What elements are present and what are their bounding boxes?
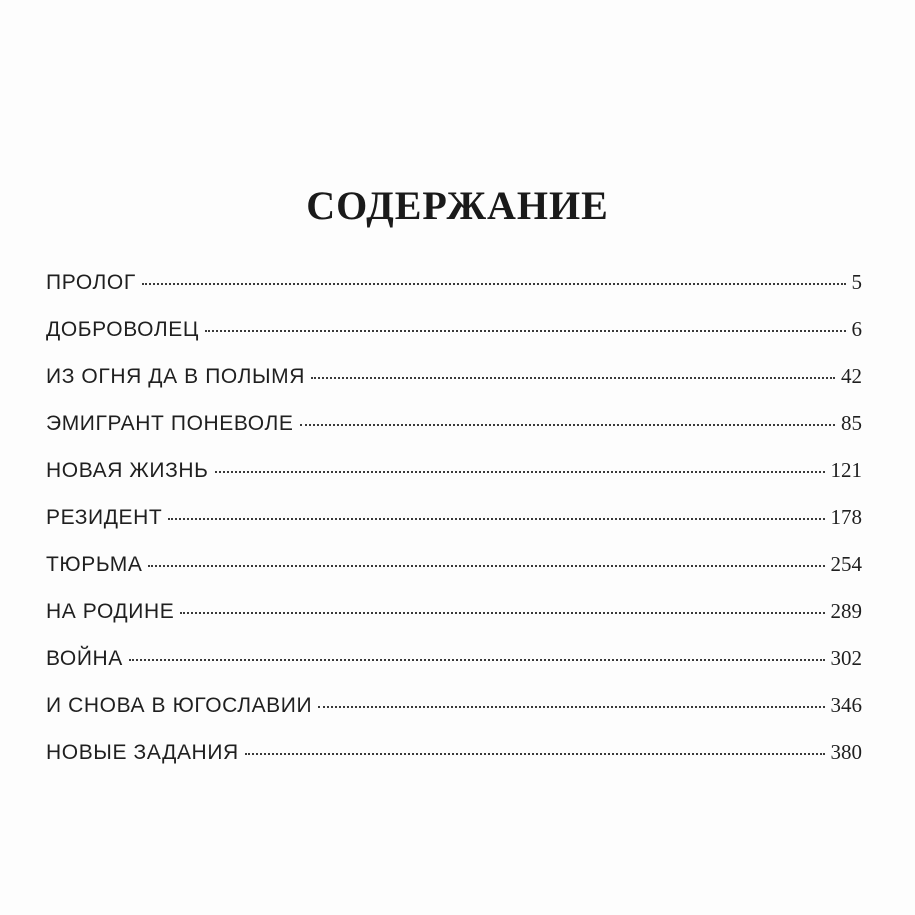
dot-leader — [180, 612, 824, 614]
dot-leader — [318, 706, 824, 708]
toc-entry-page: 380 — [830, 740, 862, 764]
toc-entry-title: НОВАЯ ЖИЗНЬ — [46, 459, 209, 482]
toc-entry-title: ПРОЛОГ — [46, 271, 136, 294]
toc-entry-prologue — [46, 270, 862, 317]
toc-entry-at-home — [46, 599, 862, 646]
dot-leader — [148, 565, 824, 567]
toc-entry-page: 5 — [851, 270, 862, 294]
dot-leader — [129, 659, 825, 661]
toc-entry-title: РЕЗИДЕНТ — [46, 506, 163, 529]
toc-entry-volunteer — [46, 317, 862, 364]
contents-heading: СОДЕРЖАНИЕ — [306, 183, 609, 228]
toc-entry-title: ИЗ ОГНЯ ДА В ПОЛЫМЯ — [46, 365, 306, 388]
toc-entry-page: 6 — [851, 317, 862, 341]
toc-entry-reluctant-emigrant — [46, 411, 862, 458]
toc-entry-new-life — [46, 458, 862, 505]
toc-entry-title: ВОЙНА — [46, 647, 123, 670]
dot-leader — [168, 518, 824, 520]
table-of-contents — [46, 270, 862, 787]
toc-entry-page: 289 — [830, 599, 862, 623]
toc-entry-war — [46, 646, 862, 693]
toc-entry-out-of-the-frying-pan — [46, 364, 862, 411]
toc-entry-page: 42 — [841, 364, 862, 388]
dot-leader — [205, 330, 846, 332]
toc-entry-new-assignments — [46, 740, 862, 787]
toc-entry-title: ЭМИГРАНТ ПОНЕВОЛЕ — [46, 412, 294, 435]
toc-entry-title: ДОБРОВОЛЕЦ — [46, 318, 199, 341]
toc-entry-page: 302 — [830, 646, 862, 670]
dot-leader — [300, 424, 836, 426]
toc-entry-page: 121 — [830, 458, 862, 482]
toc-entry-page: 178 — [830, 505, 862, 529]
dot-leader — [142, 283, 846, 285]
dot-leader — [245, 753, 825, 755]
toc-entry-page: 346 — [830, 693, 862, 717]
toc-entry-title: НА РОДИНЕ — [46, 600, 175, 623]
dot-leader — [215, 471, 825, 473]
toc-entry-prison — [46, 552, 862, 599]
toc-entry-title: ТЮРЬМА — [46, 553, 143, 576]
toc-entry-resident — [46, 505, 862, 552]
toc-entry-page: 85 — [841, 411, 862, 435]
toc-entry-page: 254 — [830, 552, 862, 576]
toc-entry-title: НОВЫЕ ЗАДАНИЯ — [46, 741, 239, 764]
toc-entry-again-in-yugoslavia — [46, 693, 862, 740]
dot-leader — [311, 377, 835, 379]
toc-entry-title: И СНОВА В ЮГОСЛАВИИ — [46, 694, 313, 717]
